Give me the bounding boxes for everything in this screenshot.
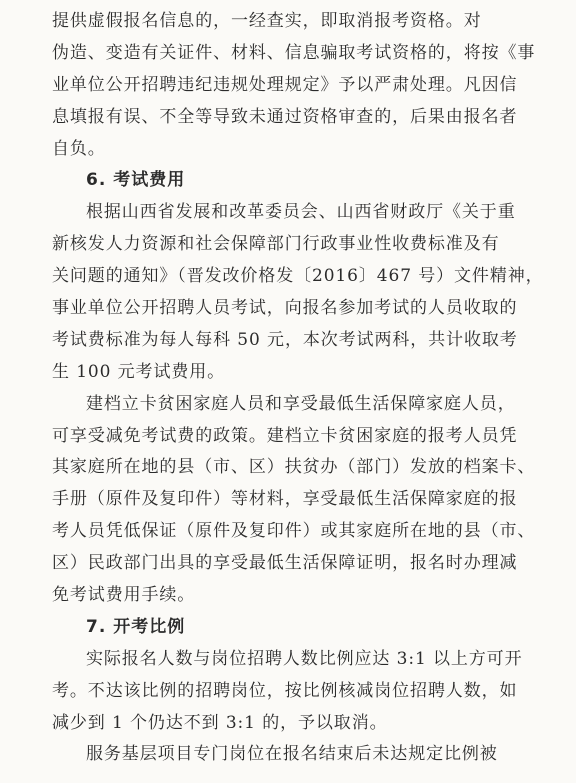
text-line: 其家庭所在地的县（市、区）扶贫办（部门）发放的档案卡、 — [52, 457, 536, 478]
paragraph-ratio-rule — [52, 644, 546, 740]
text-line: 手册（原件及复印件）等材料，享受最低生活保障家庭的报 — [52, 489, 518, 510]
text-line: 考试费标准为每人每科 50 元，本次考试两科，共计收取考 — [52, 329, 518, 350]
paragraph-fee-waiver — [52, 389, 546, 612]
text-line: 事业单位公开招聘人员考试，向报名参加考试的人员收取的 — [52, 298, 518, 319]
text-line: 根据山西省发展和改革委员会、山西省财政厅《关于重 — [86, 202, 516, 223]
text-line: 新核发人力资源和社会保障部门行政事业性收费标准及有 — [52, 234, 500, 255]
text-line: 生 100 元考试费用。 — [52, 361, 226, 382]
text-line: 提供虚假报名信息的，一经查实，即取消报考资格。对 — [52, 11, 482, 31]
section-heading-exam-ratio: 7. 开考比例 — [86, 616, 186, 637]
text-line: 关问题的通知》（晋发改价格发〔2016〕467 号）文件精神， — [52, 266, 544, 287]
text-line: 区）民政部门出具的享受最低生活保障证明，报名时办理减 — [52, 553, 518, 574]
paragraph-fee-basis — [52, 197, 546, 388]
text-line: 伪造、变造有关证件、材料、信息骗取考试资格的，将按《事 — [52, 42, 536, 63]
paragraph-intro — [52, 6, 546, 165]
text-line: 考人员凭低保证（原件及复印件）或其家庭所在地的县（市、 — [52, 521, 536, 542]
text-line: 服务基层项目专门岗位在报名结束后未达规定比例被 — [86, 744, 498, 765]
text-line: 业单位公开招聘违纪违规处理规定》予以严肃处理。凡因信 — [52, 74, 518, 95]
text-line: 实际报名人数与岗位招聘人数比例应达 3:1 以上方可开 — [86, 648, 523, 669]
paragraph-grassroots-posts — [52, 739, 546, 771]
text-line: 建档立卡贫困家庭人员和享受最低生活保障家庭人员， — [86, 393, 516, 414]
text-line: 考。不达该比例的招聘岗位，按比例核减岗位招聘人数，如 — [52, 680, 518, 701]
text-line: 息填报有误、不全等导致未通过资格审查的，后果由报名者 — [52, 106, 518, 127]
text-line: 自负。 — [52, 138, 106, 159]
text-line: 减少到 1 个仍达不到 3:1 的，予以取消。 — [52, 712, 388, 733]
section-heading-exam-fee: 6. 考试费用 — [86, 170, 186, 191]
text-line: 免考试费用手续。 — [52, 585, 196, 606]
text-line: 可享受减免考试费的政策。建档立卡贫困家庭的报考人员凭 — [52, 425, 518, 446]
